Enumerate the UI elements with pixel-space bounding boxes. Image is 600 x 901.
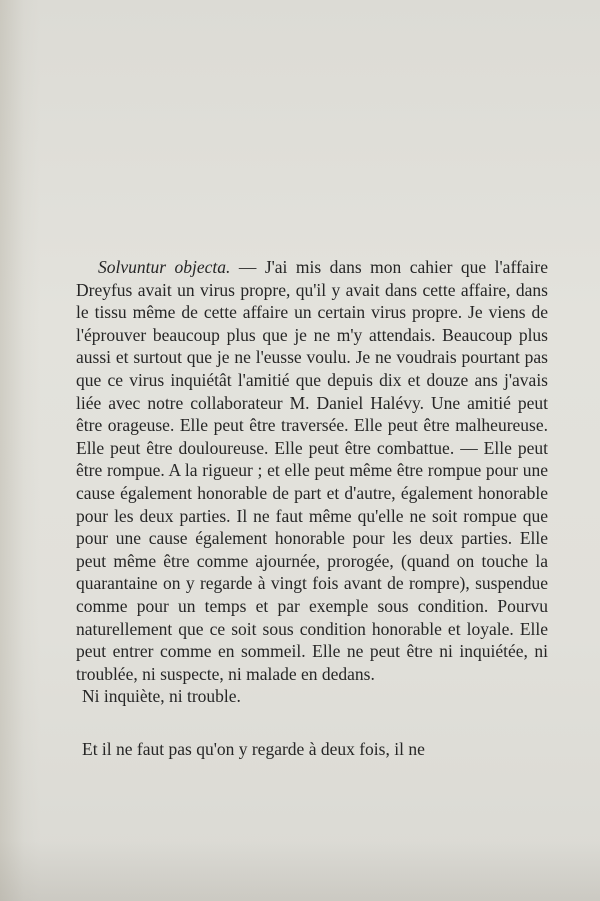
paragraph-1 (76, 256, 548, 685)
page-bottom-shadow (0, 841, 600, 901)
page-text (76, 256, 548, 760)
page-gutter-shadow (0, 0, 40, 901)
lead-italic-phrase: Solvuntur objecta. (98, 257, 231, 277)
paragraph-1-text: — J'ai mis dans mon cahier que l'affaire Dreyfus avait un virus propre, qu'il y avait dans cette affaire, dans le tissu même de cette affaire un certain virus propre. Je viens de l'éprouver beaucoup plus que je ne m'y attendais. Beaucoup plus aussi et surtout que je ne l'eusse voulu. Je ne voudrais pourtant pas que ce virus inquiétât l'amitié que depuis dix et douze ans j'avais liée avec notre collaborateur M. Daniel Halévy. Une amitié peut être orageuse. Elle peut être traversée. Elle peut être malheureuse. Elle peut être douloureuse. Elle peut être combattue. — Elle peut être rompue. A la rigueur ; et elle peut même être rompue pour une cause également honorable de part et d'autre, également honorable pour les deux parties. Il ne faut même qu'elle ne soit rompue que pour une cause également honorable pour les deux parties. Elle peut même être comme ajournée, prorogée, (quand on touche la quarantaine on y regarde à vingt fois avant de rompre), suspendue comme pour un temps et par exemple sous condition. Pourvu naturellement que ce soit sous condition honorable et loyale. Elle peut entrer comme en sommeil. Elle ne peut être ni inquiétée, ni troublée, ni suspecte, ni malade en dedans. (76, 257, 549, 684)
paragraph-2: Ni inquiète, ni trouble. (82, 686, 241, 707)
paragraph-3: Et il ne faut pas qu'on y regarde à deux fois, il ne (82, 738, 425, 759)
